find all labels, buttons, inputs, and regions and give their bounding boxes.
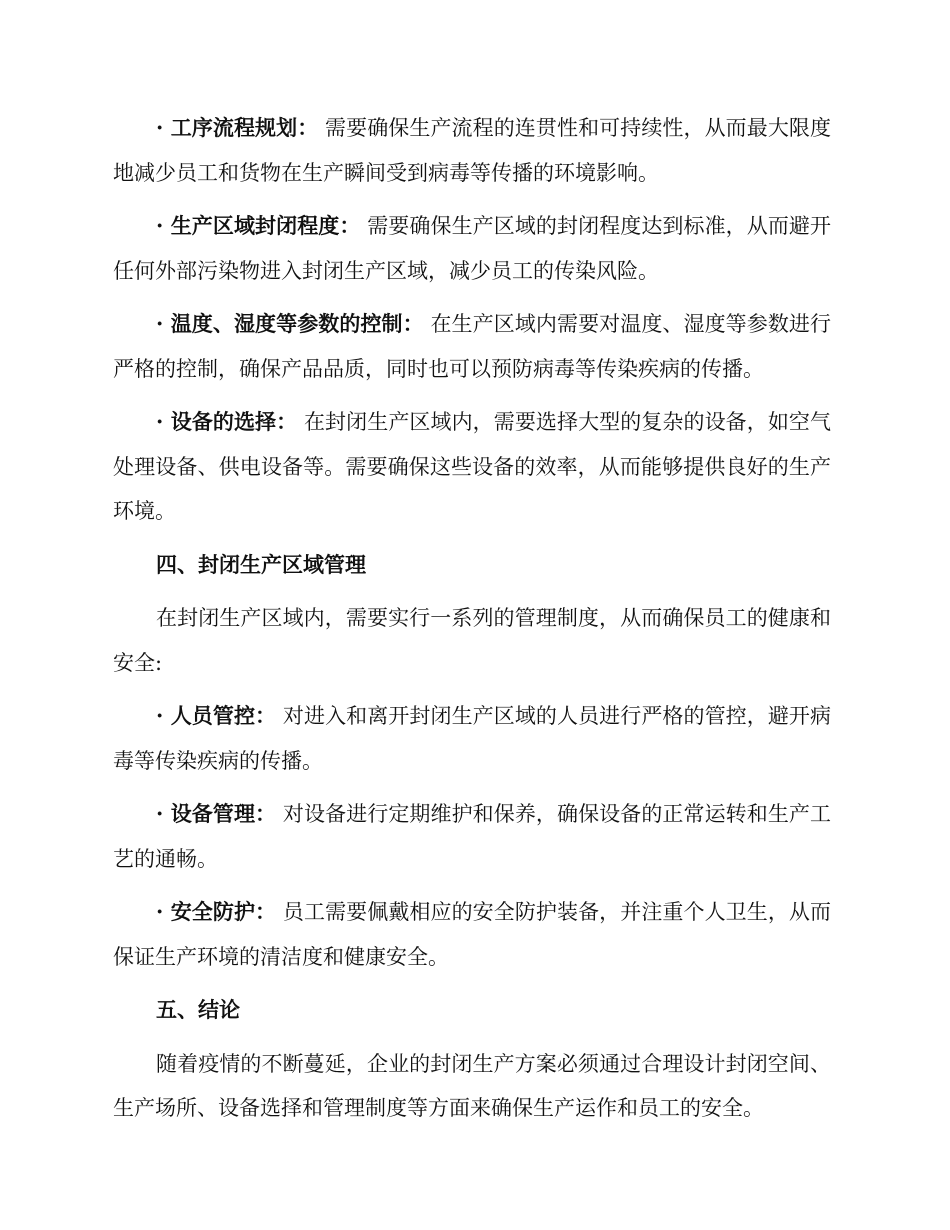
item-term: · 生产区域封闭程度： [156, 213, 361, 238]
section-heading: 五、结论 [156, 997, 240, 1022]
item-text: 在封闭生产区域内，需要选择大型的复杂的设备，如空气处理设备、供电设备等。需要确保这些设备的效率，从而能够提供良好的生产环境。 [113, 410, 831, 523]
list-item [113, 890, 831, 979]
list-item [113, 694, 831, 783]
item-term: · 温度、湿度等参数的控制： [156, 311, 424, 336]
conclusion-paragraph: 随着疫情的不断蔓延，企业的封闭生产方案必须通过合理设计封闭空间、生产场所、设备选择和管理制度等方面来确保生产运作和员工的安全。 [113, 1051, 831, 1120]
item-text: 对进入和离开封闭生产区域的人员进行严格的管控，避开病毒等传染疾病的传播。 [113, 704, 831, 773]
list-item [113, 106, 831, 195]
section-heading: 四、封闭生产区域管理 [156, 551, 366, 577]
item-text: 对设备进行定期维护和保养，确保设备的正常运转和生产工艺的通畅。 [113, 802, 831, 871]
item-term: · 工序流程规划： [156, 115, 319, 140]
item-term: · 设备的选择： [156, 409, 298, 434]
list-item [113, 204, 831, 293]
list-item [113, 302, 831, 391]
item-term: · 安全防护： [156, 899, 277, 924]
list-item [113, 792, 831, 881]
section-intro: 在封闭生产区域内，需要实行一系列的管理制度，从而确保员工的健康和安全: [113, 606, 831, 675]
list-item [113, 400, 831, 534]
item-term: · 设备管理： [156, 801, 277, 826]
document-page [113, 106, 831, 1140]
item-text: 需要确保生产流程的连贯性和可持续性，从而最大限度地减少员工和货物在生产瞬间受到病毒等传播的环境影响。 [113, 116, 831, 185]
item-text: 员工需要佩戴相应的安全防护装备，并注重个人卫生，从而保证生产环境的清洁度和健康安全。 [113, 900, 831, 969]
item-term: · 人员管控： [156, 703, 277, 728]
item-text: 在生产区域内需要对温度、湿度等参数进行严格的控制，确保产品品质，同时也可以预防病毒等传染疾病的传播。 [113, 312, 831, 381]
item-text: 需要确保生产区域的封闭程度达到标准，从而避开任何外部污染物进入封闭生产区域，减少员工的传染风险。 [113, 214, 831, 283]
